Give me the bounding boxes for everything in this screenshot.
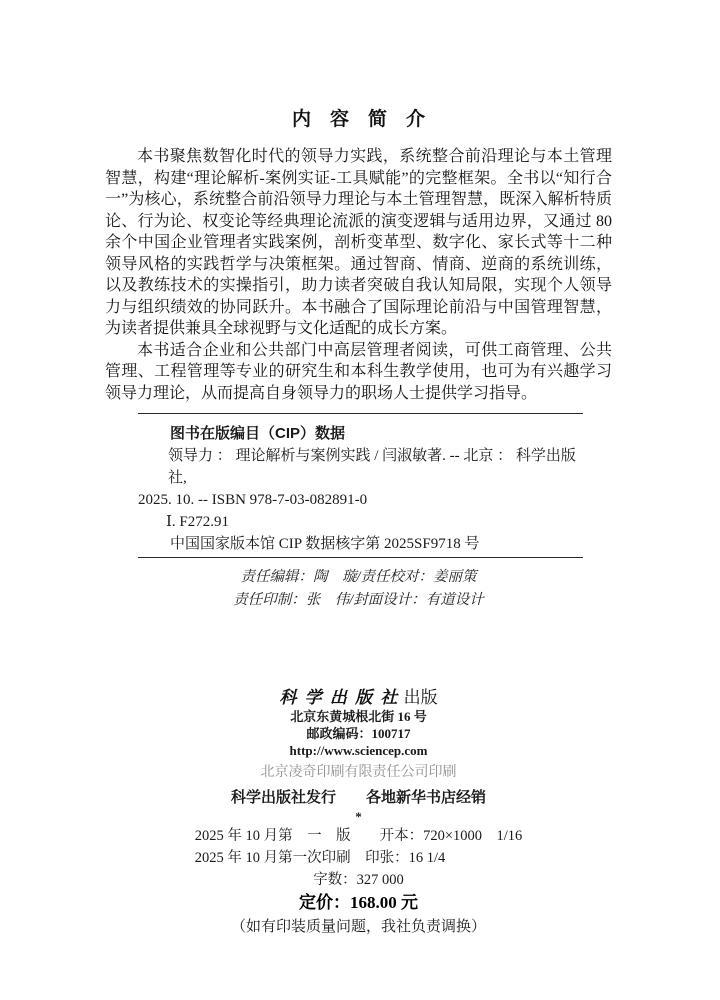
publisher-name-line [105,688,612,708]
price-line: 定价：168.00 元 [299,893,418,912]
cip-block [138,423,583,555]
word-count-line: 字数：327 000 [313,872,404,888]
cip-classification-line: Ⅰ. F272.91 [166,514,230,530]
cip-record-number-line: 中国国家版本馆 CIP 数据核字第 2025SF9718 号 [170,536,480,552]
page-title: 内 容 简 介 [291,109,425,130]
star-separator: * [355,809,362,824]
edition-line: 2025 年 10 月第 一 版 开本：720×1000 1/16 [194,828,523,844]
colophon-dates [195,825,523,869]
cip-isbn-line: 2025. 10. -- ISBN 978-7-03-082891-0 [138,492,368,508]
publisher-url: http://www.sciencep.com [289,743,428,758]
publisher-suffix: 出版 [399,688,438,707]
impression-line: 2025 年 10 月第一次印刷 印张：16 1/4 [194,850,446,866]
publisher-address: 北京东黄城根北街 16 号 [290,709,427,724]
publisher-postcode: 邮政编码：100717 [306,726,411,741]
printer-line: 北京凌奇印刷有限责任公司印刷 [260,765,457,780]
cip-heading: 图书在版编目（CIP）数据 [170,425,346,442]
divider-bottom [138,557,583,558]
credit-editor-line: 责任编辑：陶 璇/责任校对：姜丽策 [240,569,477,585]
cip-title-line: 领导力 ： 理论解析与案例实践 / 闫淑敏著. -- 北京 ： 科学出版社, [168,448,576,486]
quality-note-line: （如有印装质量问题，我社负责调换） [230,919,486,935]
publisher-logotype: 科 学 出 版 社 [279,688,400,707]
credit-print-design-line: 责任印制：张 伟/封面设计：有道设计 [233,592,484,608]
intro-paragraph-1: 本书聚焦数智化时代的领导力实践，系统整合前沿理论与本土管理智慧，构建“理论解析-案例实证-工具赋能”的完整框架。全书以“知行合一”为核心，系统整合前沿领导力理论与本土管理智慧，既深入解析特质论、行为论、权变论等经典理论流派的演变逻辑与适用边界，又通过 80 余个中国企业管理者实践案例，剖析变革型、数字化、家长式等十二种领导风格的实践哲学与决策框架。通过智商、情商、逆商的系统训练，以及教练技术的实操指引，助力读者突破自我认知局限，实现个人领导力与组织绩效的协同跃升。本书融合了国际理论前沿与中国管理智慧，为读者提供兼具全球视野与文化适配的成长方案。 [105,148,612,337]
publisher-block [105,688,612,782]
distribution-line: 科学出版社发行 各地新华书店经销 [230,790,486,806]
divider-top [138,413,583,414]
staff-credits [105,566,612,612]
intro-paragraph-2: 本书适合企业和公共部门中高层管理者阅读，可供工商管理、公共管理、工程管理等专业的研究生和本科生教学使用，也可为有兴趣学习领导力理论，从而提高自身领导力的职场人士提供学习指导。 [105,341,612,402]
